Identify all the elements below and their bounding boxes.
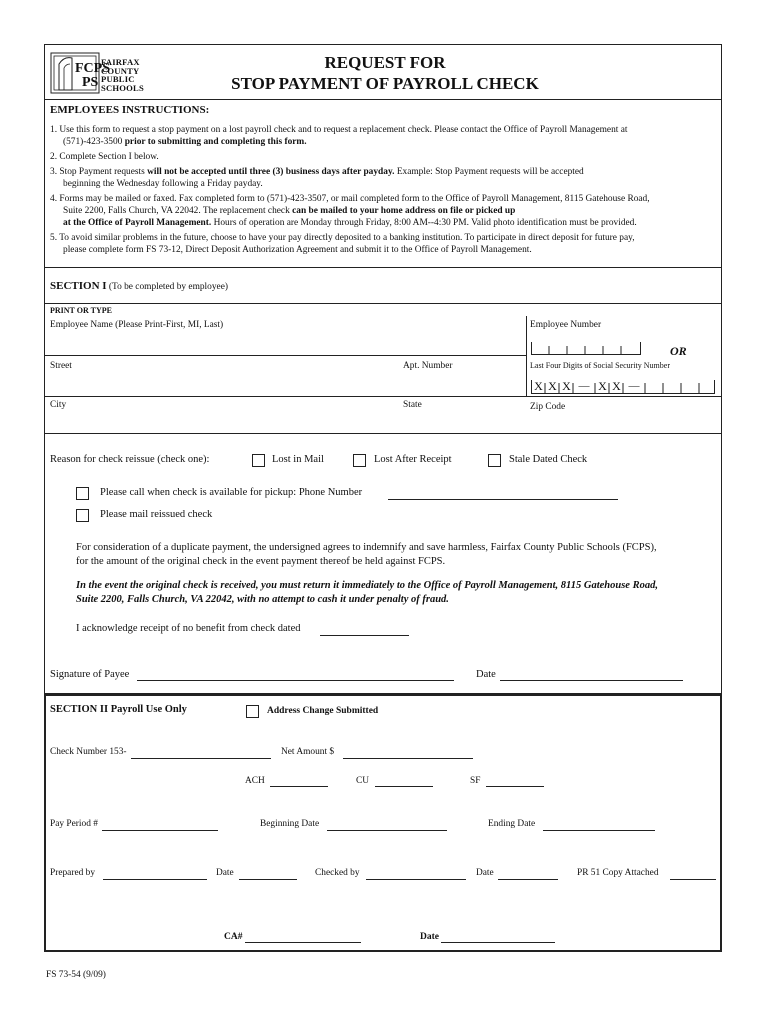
ssn-dash-2: — — [628, 380, 640, 392]
pay-period-label: Pay Period # — [50, 819, 98, 829]
logo-line3: PUBLIC — [101, 74, 135, 85]
pr51-field[interactable] — [670, 879, 716, 880]
return-check-text — [76, 579, 716, 607]
sf-field[interactable] — [486, 786, 544, 787]
instruction-5b: please complete form FS 73-12, Direct Deposit Authorization Agreement and submit it to the Office of Payroll Management. — [63, 245, 532, 255]
checked-date-label: Date — [476, 868, 494, 878]
ssn-x-1: X — [534, 379, 543, 393]
ending-date-label: Ending Date — [488, 819, 536, 829]
pay-period-field[interactable] — [102, 830, 218, 831]
ssn-field[interactable] — [531, 380, 715, 394]
ssn-x-3: X — [562, 379, 571, 393]
call-pickup-checkbox[interactable] — [76, 487, 89, 500]
checked-by-label: Checked by — [315, 868, 360, 878]
indemnify-line2: for the amount of the original check in the event payment thereof be held against FCPS. — [76, 556, 446, 567]
instruction-2: 2. Complete Section I below. — [50, 152, 159, 162]
address-change-label: Address Change Submitted — [267, 706, 379, 716]
instruction-4c: at the Office of Payroll Management. Hours of operation are Monday through Friday, 8:00 AM--4:30 PM. Valid photo identification must be provided. — [63, 218, 637, 228]
beginning-date-label: Beginning Date — [260, 819, 320, 829]
ssn-x-2: X — [548, 379, 557, 393]
stale-dated-label: Stale Dated Check — [509, 454, 588, 465]
state-label: State — [403, 400, 422, 410]
signature-date-label: Date — [476, 669, 496, 680]
zip-label: Zip Code — [530, 402, 566, 412]
instruction-3b: beginning the Wednesday following a Friday payday. — [63, 179, 263, 189]
ca-date-field[interactable] — [441, 942, 555, 943]
city-label: City — [50, 400, 67, 410]
indemnify-text — [76, 541, 716, 569]
check-number-label: Check Number 153- — [50, 747, 127, 757]
section1-heading-divider — [44, 303, 722, 304]
mail-reissued-checkbox[interactable] — [76, 509, 89, 522]
ach-field[interactable] — [270, 786, 328, 787]
lost-after-receipt-checkbox[interactable] — [353, 454, 366, 467]
instruction-4b: Suite 2200, Falls Church, VA 22042. The replacement check can be mailed to your home address on file or picked up — [63, 206, 516, 216]
prepared-date-label: Date — [216, 868, 234, 878]
ach-label: ACH — [245, 776, 265, 786]
cu-field[interactable] — [375, 786, 433, 787]
street-city-divider — [44, 396, 722, 397]
ssn-x-5: X — [612, 379, 621, 393]
instruction-1a: 1. Use this form to request a stop payment on a lost payroll check and to request a replacement check. Please contact the Office of Payroll Management at — [50, 125, 628, 135]
ssn-ticks-icon — [531, 380, 715, 393]
ssn-dash-1: — — [578, 380, 590, 392]
svg-text:FCPS: FCPS — [75, 61, 110, 76]
instructions-list — [50, 124, 720, 256]
print-or-type: PRINT OR TYPE — [50, 306, 112, 315]
acknowledge-label: I acknowledge receipt of no benefit from check dated — [76, 623, 301, 634]
section2-frame — [44, 694, 722, 952]
check-number-field[interactable] — [131, 758, 271, 759]
logo-ps: PS — [82, 75, 99, 90]
lost-in-mail-label: Lost in Mail — [272, 454, 324, 465]
or-label: OR — [670, 344, 687, 358]
instruction-3a: 3. Stop Payment requests will not be accepted until three (3) business days after payday. Example: Stop Payment requests will be accepted — [50, 167, 584, 177]
return-line2: Suite 2200, Falls Church, VA 22042, with no attempt to cash it under penalty of fraud. — [76, 594, 449, 605]
city-divider — [44, 433, 722, 434]
checked-date-field[interactable] — [498, 879, 558, 880]
instruction-5a: 5. To avoid similar problems in the future, choose to have your pay directly deposited to a banking institution. To participate in direct deposit for future pay, — [50, 233, 635, 243]
form-title — [200, 52, 570, 94]
employee-name-label: Employee Name (Please Print-First, MI, Last) — [50, 320, 224, 330]
signature-label: Signature of Payee — [50, 669, 130, 680]
ca-label: CA# — [224, 932, 243, 942]
logo-line2: COUNTY — [101, 65, 140, 76]
title-divider — [44, 99, 722, 100]
ssn-x-4: X — [598, 379, 607, 393]
ending-date-field[interactable] — [543, 830, 655, 831]
check-dated-field[interactable] — [320, 635, 409, 636]
instruction-4a: 4. Forms may be mailed or faxed. Fax completed form to (571)-423-3507, or mail completed form to the Office of Payroll Management, 8115 Gatehouse Road, — [50, 194, 650, 204]
logo-line4: SCHOOLS — [101, 82, 144, 93]
title-line2: STOP PAYMENT OF PAYROLL CHECK — [231, 74, 539, 93]
form-id: FS 73-54 (9/09) — [46, 970, 106, 980]
net-amount-field[interactable] — [343, 758, 473, 759]
ca-date-label: Date — [420, 932, 439, 942]
pr51-label: PR 51 Copy Attached — [577, 868, 659, 878]
beginning-date-field[interactable] — [327, 830, 447, 831]
ssn-label: Last Four Digits of Social Security Number — [530, 361, 670, 370]
phone-number-field[interactable] — [388, 499, 618, 500]
ca-field[interactable] — [245, 942, 361, 943]
section1-heading: SECTION I (To be completed by employee) — [50, 280, 228, 292]
prepared-by-label: Prepared by — [50, 868, 96, 878]
return-line1: In the event the original check is received, you must return it immediately to the Office of Payroll Management, 8115 Gatehouse Road, — [76, 580, 658, 591]
sf-label: SF — [470, 776, 481, 786]
employee-number-label: Employee Number — [530, 320, 602, 330]
employee-number-field[interactable] — [531, 342, 641, 355]
logo-line1: FAIRFAX — [101, 57, 140, 67]
apt-label: Apt. Number — [403, 361, 453, 371]
stale-dated-checkbox[interactable] — [488, 454, 501, 467]
lost-after-receipt-label: Lost After Receipt — [374, 454, 452, 465]
prepared-by-field[interactable] — [103, 879, 207, 880]
cu-label: CU — [356, 776, 370, 786]
section2-heading: SECTION II Payroll Use Only — [50, 704, 187, 715]
name-street-divider — [44, 355, 526, 356]
employee-number-divider — [526, 316, 527, 396]
mail-reissued-label: Please mail reissued check — [100, 509, 213, 520]
instructions-heading: EMPLOYEES INSTRUCTIONS: — [50, 104, 210, 116]
fcps-logo — [50, 50, 154, 96]
net-amount-label: Net Amount $ — [281, 747, 335, 757]
employee-number-ticks-icon — [531, 342, 641, 354]
call-pickup-label: Please call when check is available for pickup: Phone Number — [100, 487, 363, 498]
address-change-checkbox[interactable] — [246, 705, 259, 718]
street-label: Street — [50, 361, 72, 371]
prepared-date-field[interactable] — [239, 879, 297, 880]
title-line1: REQUEST FOR — [324, 53, 446, 72]
signature-field[interactable] — [137, 680, 454, 681]
instruction-1b: (571)-423-3500 prior to submitting and completing this form. — [63, 137, 307, 147]
signature-date-field[interactable] — [500, 680, 683, 681]
reason-label: Reason for check reissue (check one): — [50, 454, 210, 465]
checked-by-field[interactable] — [366, 879, 466, 880]
lost-in-mail-checkbox[interactable] — [252, 454, 265, 467]
instructions-divider — [44, 267, 722, 268]
indemnify-line1: For consideration of a duplicate payment, the undersigned agrees to indemnify and save harmless, Fairfax County Public Schools (FCPS), — [76, 542, 657, 553]
